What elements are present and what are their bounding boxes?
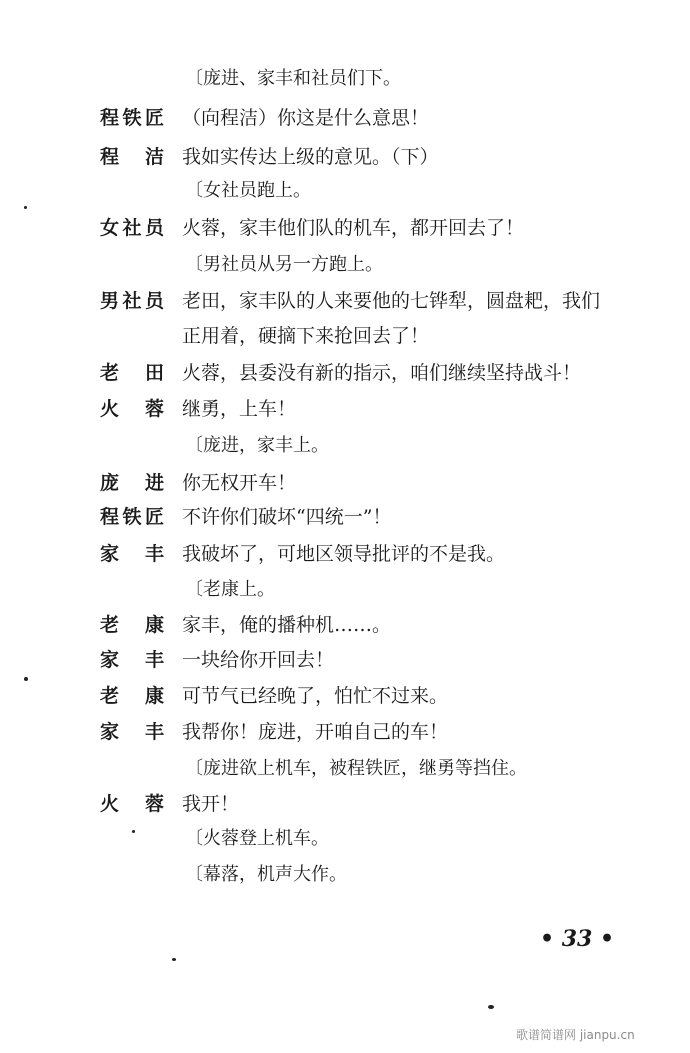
speaker-name xyxy=(100,500,164,534)
speaker-char: 康 xyxy=(144,614,164,636)
speaker-char: 铁 xyxy=(122,506,142,528)
speaker-char: 程 xyxy=(100,506,120,528)
stage-direction-text: 〔庞进、家丰和社员们下。 xyxy=(185,68,401,89)
scan-speck xyxy=(488,1005,494,1009)
speaker-char: 进 xyxy=(144,472,164,494)
stage-direction-text: 〔幕落，机声大作。 xyxy=(185,864,347,885)
scan-speck xyxy=(24,206,27,209)
speaker-char: 匠 xyxy=(144,107,164,129)
speaker-char: 丰 xyxy=(144,721,164,743)
speaker-name xyxy=(100,392,164,426)
speech-text: 老田，家丰队的人来要他的七铧犁，圆盘耙，我们 xyxy=(182,290,601,312)
scan-speck xyxy=(24,677,28,681)
speaker-char: 老 xyxy=(100,614,120,636)
speaker-char: 庞 xyxy=(100,472,120,494)
speech-text: 我破坏了，可地区领导批评的不是我。 xyxy=(182,543,506,565)
speaker-char: 火 xyxy=(100,793,120,815)
speaker-name xyxy=(100,140,164,174)
stage-direction-text: 〔老康上。 xyxy=(185,579,275,600)
speaker-char: 老 xyxy=(100,685,120,707)
speaker-char: 田 xyxy=(144,362,164,384)
scan-speck xyxy=(132,830,135,833)
stage-direction-text: 〔庞进，家丰上。 xyxy=(185,435,329,456)
speaker-name xyxy=(100,643,164,677)
speech-text: 不许你们破坏“四统一”！ xyxy=(182,506,392,528)
speech-text: 我帮你！庞进，开咱自己的车！ xyxy=(182,721,449,743)
speaker-name xyxy=(100,787,164,821)
speech-text: （向程洁）你这是什么意思！ xyxy=(182,107,430,129)
speaker-char: 家 xyxy=(100,649,120,671)
speaker-char: 丰 xyxy=(144,543,164,565)
speaker-char: 蓉 xyxy=(144,398,164,420)
speaker-char: 洁 xyxy=(144,146,164,168)
stage-direction-text: 〔女社员跑上。 xyxy=(185,180,311,201)
speaker-name xyxy=(100,101,164,135)
speaker-char: 男 xyxy=(100,290,120,312)
speaker-name xyxy=(100,679,164,713)
speaker-name xyxy=(100,211,164,245)
speaker-char: 铁 xyxy=(122,107,142,129)
speech-text: 可节气已经晚了，怕忙不过来。 xyxy=(182,685,449,707)
speaker-char: 老 xyxy=(100,362,120,384)
speaker-char: 蓉 xyxy=(144,793,164,815)
speaker-name xyxy=(100,537,164,571)
speaker-name xyxy=(100,466,164,500)
speech-text: 我如实传达上级的意见。（下） xyxy=(182,146,439,168)
speaker-char: 程 xyxy=(100,107,120,129)
speaker-char: 社 xyxy=(122,217,142,239)
speaker-name xyxy=(100,608,164,642)
speaker-name xyxy=(100,715,164,749)
stage-direction-text: 〔火蓉登上机车。 xyxy=(185,828,329,849)
stage-direction-text: 〔庞进欲上机车，被程铁匠，继勇等挡住。 xyxy=(185,758,527,779)
speaker-char: 家 xyxy=(100,543,120,565)
speech-text: 火蓉，县委没有新的指示，咱们继续坚持战斗！ xyxy=(182,362,582,384)
speaker-char: 火 xyxy=(100,398,120,420)
speaker-char: 家 xyxy=(100,721,120,743)
speech-text: 家丰，俺的播种机……。 xyxy=(182,614,392,636)
speaker-name xyxy=(100,284,164,318)
watermark: 歌谱简谱网 jianpu.cn xyxy=(516,1028,635,1042)
speech-text: 一块给你开回去！ xyxy=(182,649,335,671)
speaker-char: 女 xyxy=(100,217,120,239)
speaker-char: 社 xyxy=(122,290,142,312)
speaker-char: 匠 xyxy=(144,506,164,528)
scan-speck xyxy=(172,958,176,961)
speaker-char: 员 xyxy=(144,217,164,239)
speech-text: 我开！ xyxy=(182,793,240,815)
speech-text: 你无权开车！ xyxy=(182,472,297,494)
speaker-char: 丰 xyxy=(144,649,164,671)
speech-text: 继勇，上车！ xyxy=(182,398,297,420)
stage-direction-text: 〔男社员从另一方跑上。 xyxy=(185,254,383,275)
speaker-name xyxy=(100,356,164,390)
speaker-char: 员 xyxy=(144,290,164,312)
speaker-char: 康 xyxy=(144,685,164,707)
speaker-char: 程 xyxy=(100,146,120,168)
speech-text: 正用着，硬摘下来抢回去了！ xyxy=(182,325,430,347)
speech-text: 火蓉，家丰他们队的机车，都开回去了！ xyxy=(182,217,525,239)
page-number: • 33 • xyxy=(540,926,615,952)
